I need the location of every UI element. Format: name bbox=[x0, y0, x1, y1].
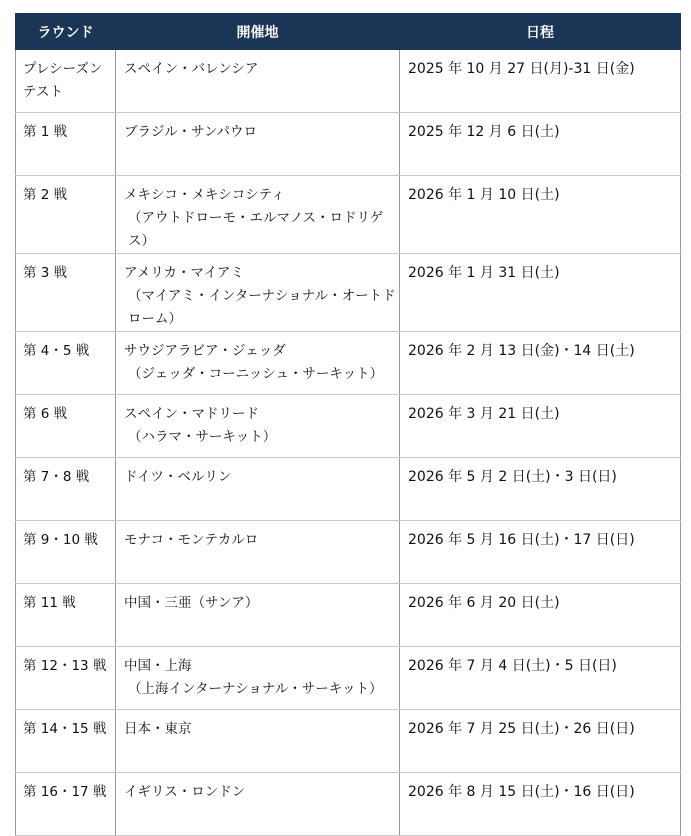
venue-circuit: （アウトドローモ・エルマノス・ロドリゲス） bbox=[128, 210, 384, 249]
venue-name: スペイン・バレンシア bbox=[124, 61, 259, 77]
table-row bbox=[16, 458, 681, 521]
header-round: ラウンド bbox=[16, 14, 116, 50]
round-cell: 第 2 戦 bbox=[16, 176, 116, 254]
date-cell: 2026 年 3 月 21 日(土) bbox=[400, 395, 681, 458]
date-cell: 2026 年 7 月 25 日(土)・26 日(日) bbox=[400, 710, 681, 773]
venue-cell bbox=[116, 584, 400, 647]
venue-cell bbox=[116, 395, 400, 458]
venue-cell bbox=[116, 773, 400, 836]
round-cell: 第 3 戦 bbox=[16, 254, 116, 332]
round-cell: 第 9・10 戦 bbox=[16, 521, 116, 584]
table-row bbox=[16, 647, 681, 710]
venue-circuit: （ハラマ・サーキット） bbox=[128, 429, 277, 445]
venue-name: メキシコ・メキシコシティ bbox=[124, 187, 285, 203]
date-cell: 2025 年 12 月 6 日(土) bbox=[400, 113, 681, 176]
venue-cell bbox=[116, 710, 400, 773]
date-cell: 2026 年 7 月 4 日(土)・5 日(日) bbox=[400, 647, 681, 710]
table-body bbox=[16, 50, 681, 836]
table-row bbox=[16, 50, 681, 113]
schedule-table-container bbox=[15, 13, 680, 836]
round-cell: 第 4・5 戦 bbox=[16, 332, 116, 395]
round-cell: 第 14・15 戦 bbox=[16, 710, 116, 773]
round-cell: プレシーズンテスト bbox=[16, 50, 116, 113]
date-cell: 2026 年 1 月 10 日(土) bbox=[400, 176, 681, 254]
venue-name: サウジアラビア・ジェッダ bbox=[124, 343, 286, 359]
venue-name: スペイン・マドリード bbox=[124, 406, 259, 422]
table-row bbox=[16, 332, 681, 395]
date-cell: 2026 年 6 月 20 日(土) bbox=[400, 584, 681, 647]
venue-cell bbox=[116, 113, 400, 176]
round-cell: 第 11 戦 bbox=[16, 584, 116, 647]
table-row bbox=[16, 254, 681, 332]
round-cell: 第 6 戦 bbox=[16, 395, 116, 458]
venue-cell bbox=[116, 458, 400, 521]
round-cell: 第 16・17 戦 bbox=[16, 773, 116, 836]
venue-cell bbox=[116, 176, 400, 254]
table-row bbox=[16, 773, 681, 836]
header-venue: 開催地 bbox=[116, 14, 400, 50]
venue-name: ドイツ・ベルリン bbox=[124, 469, 232, 485]
venue-name: 中国・三亜（サンア） bbox=[124, 595, 259, 611]
header-date: 日程 bbox=[400, 14, 681, 50]
round-cell: 第 1 戦 bbox=[16, 113, 116, 176]
date-cell: 2026 年 8 月 15 日(土)・16 日(日) bbox=[400, 773, 681, 836]
venue-name: イギリス・ロンドン bbox=[124, 784, 246, 800]
table-header bbox=[16, 14, 681, 50]
date-cell: 2026 年 1 月 31 日(土) bbox=[400, 254, 681, 332]
venue-name: モナコ・モンテカルロ bbox=[124, 532, 259, 548]
table-row bbox=[16, 584, 681, 647]
date-cell: 2026 年 2 月 13 日(金)・14 日(土) bbox=[400, 332, 681, 395]
venue-cell bbox=[116, 647, 400, 710]
venue-circuit: （マイアミ・インターナショナル・オートドローム） bbox=[128, 288, 396, 327]
round-cell: 第 7・8 戦 bbox=[16, 458, 116, 521]
race-schedule-table bbox=[15, 13, 681, 836]
venue-name: ブラジル・サンパウロ bbox=[124, 124, 258, 140]
table-row bbox=[16, 395, 681, 458]
table-row bbox=[16, 521, 681, 584]
table-row bbox=[16, 710, 681, 773]
date-cell: 2025 年 10 月 27 日(月)-31 日(金) bbox=[400, 50, 681, 113]
date-cell: 2026 年 5 月 16 日(土)・17 日(日) bbox=[400, 521, 681, 584]
venue-name: 中国・上海 bbox=[124, 658, 192, 674]
round-cell: 第 12・13 戦 bbox=[16, 647, 116, 710]
date-cell: 2026 年 5 月 2 日(土)・3 日(日) bbox=[400, 458, 681, 521]
header-row bbox=[16, 14, 681, 50]
venue-cell bbox=[116, 521, 400, 584]
venue-cell bbox=[116, 254, 400, 332]
venue-name: 日本・東京 bbox=[124, 721, 192, 737]
venue-cell bbox=[116, 332, 400, 395]
venue-circuit: （ジェッダ・コーニッシュ・サーキット） bbox=[128, 366, 384, 382]
table-row bbox=[16, 113, 681, 176]
venue-name: アメリカ・マイアミ bbox=[124, 265, 244, 281]
venue-circuit: （上海インターナショナル・サーキット） bbox=[128, 681, 383, 697]
table-row bbox=[16, 176, 681, 254]
venue-cell bbox=[116, 50, 400, 113]
